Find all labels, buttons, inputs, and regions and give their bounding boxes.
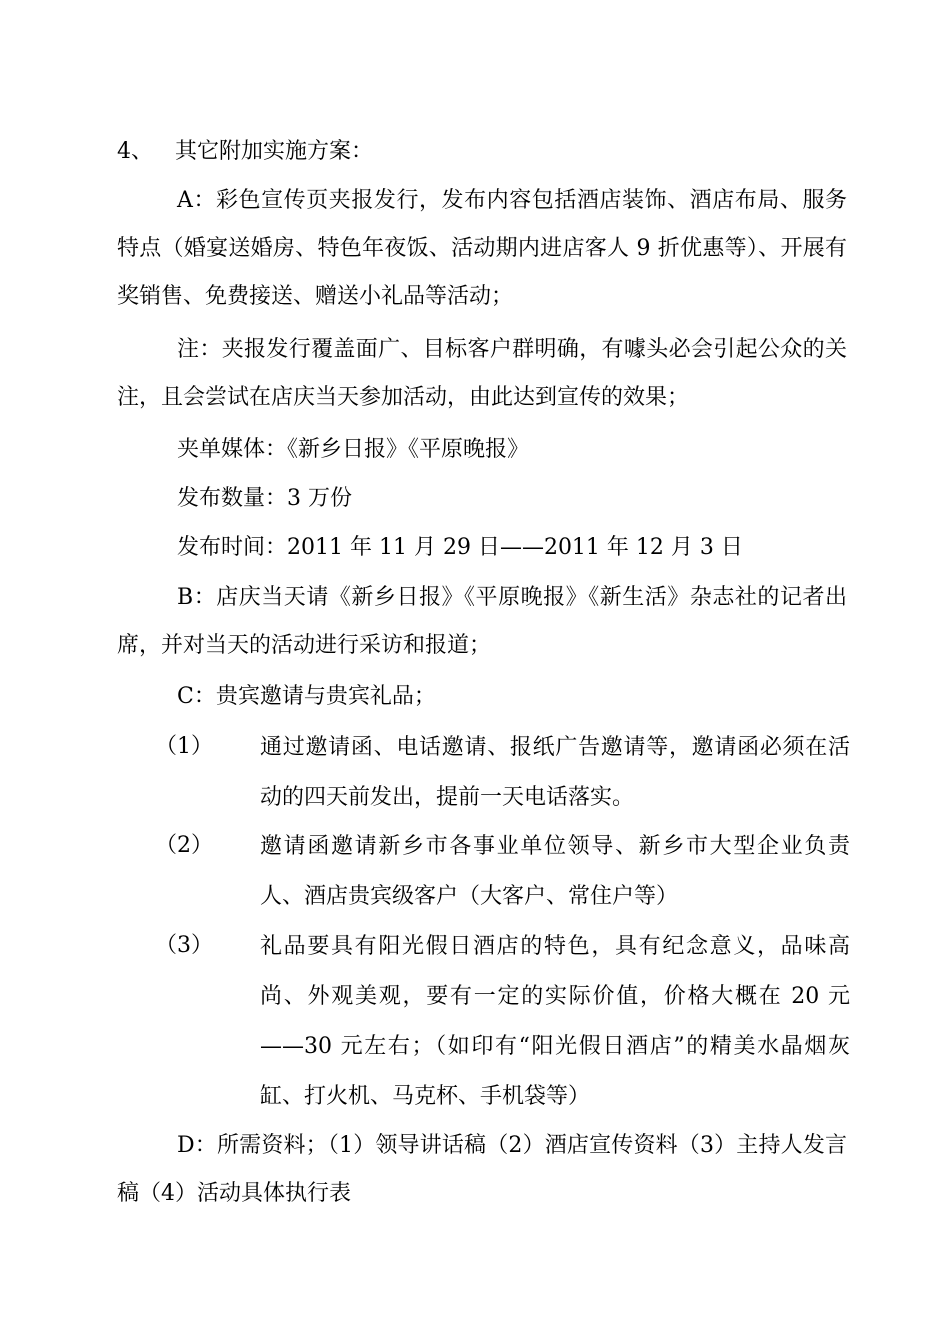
paragraph-time: 发布时间：2011 年 11 月 29 日——2011 年 12 月 3 日 bbox=[177, 535, 743, 560]
section-title: 其它附加实施方案： bbox=[175, 139, 374, 164]
paragraph-c: C：贵宾邀请与贵宾礼品； bbox=[177, 684, 436, 709]
paragraph-quantity: 发布数量：3 万份 bbox=[177, 486, 352, 511]
list-item-marker: （2） bbox=[155, 833, 213, 858]
paragraph-d: D：所需资料；（1）领导讲话稿（2）酒店宣传资料（3）主持人发言稿（4）活动具体执行表 bbox=[117, 1133, 847, 1206]
list-item-text: 礼品要具有阳光假日酒店的特色，具有纪念意义，品味高尚、外观美观，要有一定的实际价值，价格大概在 20 元——30 元左右；（如印有“阳光假日酒店”的精美水晶烟灰缸、打火机、马克杯、手机袋等） bbox=[260, 934, 850, 1109]
section-heading bbox=[117, 132, 373, 172]
paragraph-note: 注：夹报发行覆盖面广、目标客户群明确，有噱头必会引起公众的关注，且会尝试在店庆当天参加活动，由此达到宣传的效果； bbox=[117, 337, 847, 410]
paragraph-media: 夹单媒体：《新乡日报》《平原晚报》 bbox=[177, 437, 530, 462]
list-item-text: 邀请函邀请新乡市各事业单位领导、新乡市大型企业负责人、酒店贵宾级客户（大客户、常住户等） bbox=[260, 834, 850, 909]
list-item-marker: （3） bbox=[155, 933, 213, 958]
section-number: 4、 bbox=[117, 139, 153, 164]
list-item-text: 通过邀请函、电话邀请、报纸广告邀请等，邀请函必须在活动的四天前发出，提前一天电话落实。 bbox=[260, 735, 850, 810]
paragraph-a: A：彩色宣传页夹报发行，发布内容包括酒店装饰、酒店布局、服务特点（婚宴送婚房、特色年夜饭、活动期内进店客人 9 折优惠等）、开展有奖销售、免费接送、赠送小礼品等活动； bbox=[117, 188, 847, 309]
list-item-marker: （1） bbox=[155, 734, 213, 759]
paragraph-b: B：店庆当天请《新乡日报》《平原晚报》《新生活》杂志社的记者出席，并对当天的活动进行采访和报道； bbox=[117, 585, 847, 658]
